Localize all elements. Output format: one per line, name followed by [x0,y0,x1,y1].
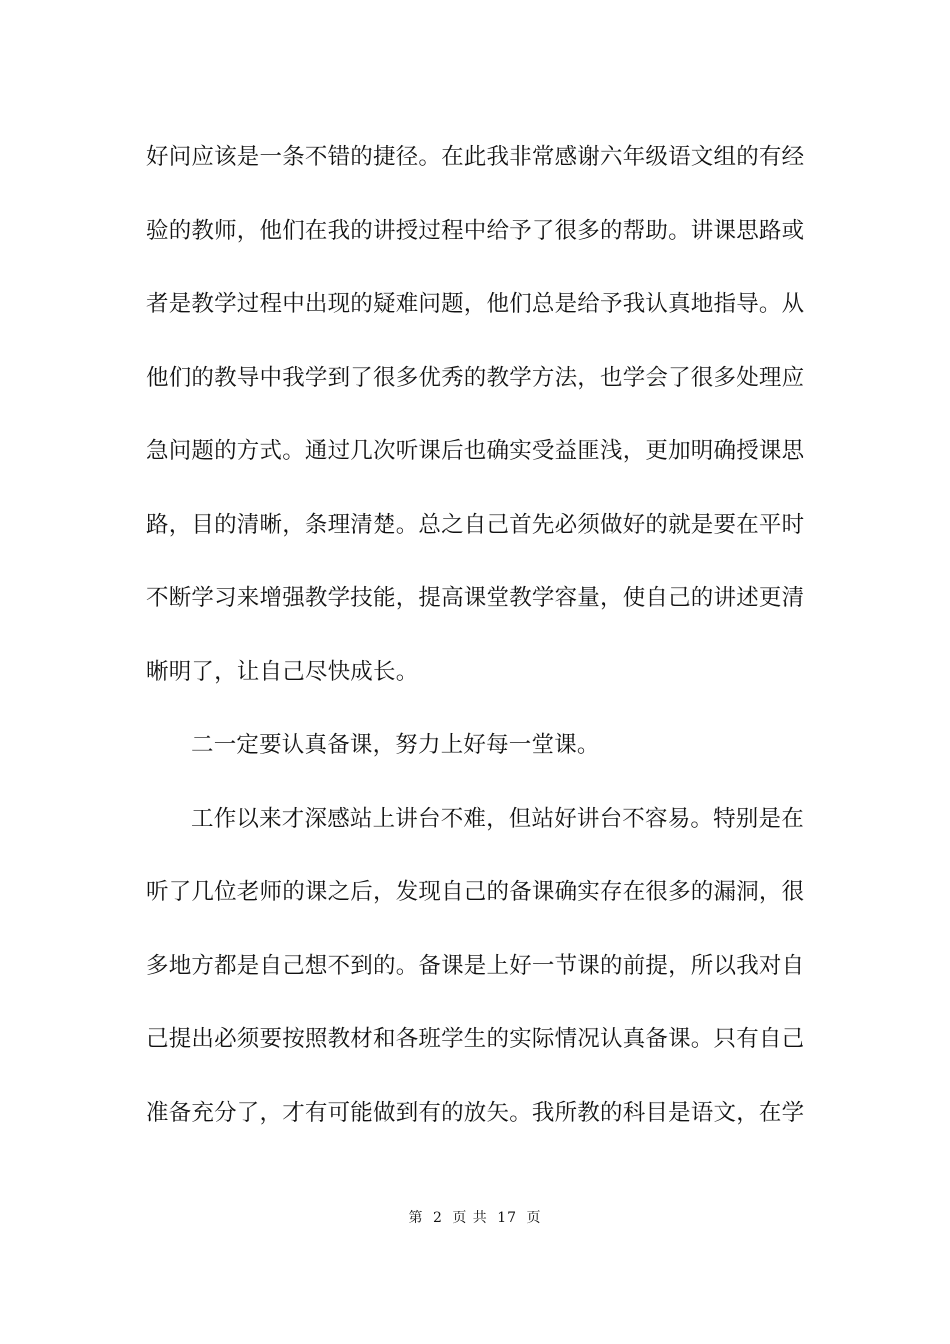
body-text [146,132,846,1161]
footer-middle: 页 共 [452,1210,488,1226]
page-footer [0,1207,950,1227]
text-line: 路，目的清晰，条理清楚。总之自己首先必须做好的就是要在平时 [146,511,805,538]
text-line: 己提出必须要按照教材和各班学生的实际情况认真备课。只有自己 [146,1026,805,1052]
text-line: 验的教师，他们在我的讲授过程中给予了很多的帮助。讲课思路或 [146,217,805,244]
text-line: 多地方都是自己想不到的。备课是上好一节课的前提，所以我对自 [146,952,805,979]
text-line: 准备充分了，才有可能做到有的放矢。我所教的科目是语文，在学 [146,1099,805,1126]
footer-total-pages: 17 [497,1210,518,1226]
footer-prefix: 第 [408,1210,424,1226]
section-heading: 二一定要认真备课，努力上好每一堂课。 [191,732,600,758]
text-line: 听了几位老师的课之后，发现自己的备课确实存在很多的漏洞，很 [146,879,805,905]
footer-suffix: 页 [526,1210,542,1226]
text-line: 他们的教导中我学到了很多优秀的教学方法，也学会了很多处理应 [146,364,805,391]
text-line: 好问应该是一条不错的捷径。在此我非常感谢六年级语文组的有经 [146,144,805,170]
text-line: 者是教学过程中出现的疑难问题，他们总是给予我认真地指导。从 [146,291,805,317]
text-line: 急问题的方式。通过几次听课后也确实受益匪浅，更加明确授课思 [146,438,805,464]
text-line: 晰明了，让自己尽快成长。 [146,658,419,685]
text-line: 不断学习来增强教学技能，提高课堂教学容量，使自己的讲述更清 [146,585,805,611]
text-line: 工作以来才深感站上讲台不难，但站好讲台不容易。特别是在 [191,805,804,832]
footer-page-number: 2 [432,1210,443,1226]
